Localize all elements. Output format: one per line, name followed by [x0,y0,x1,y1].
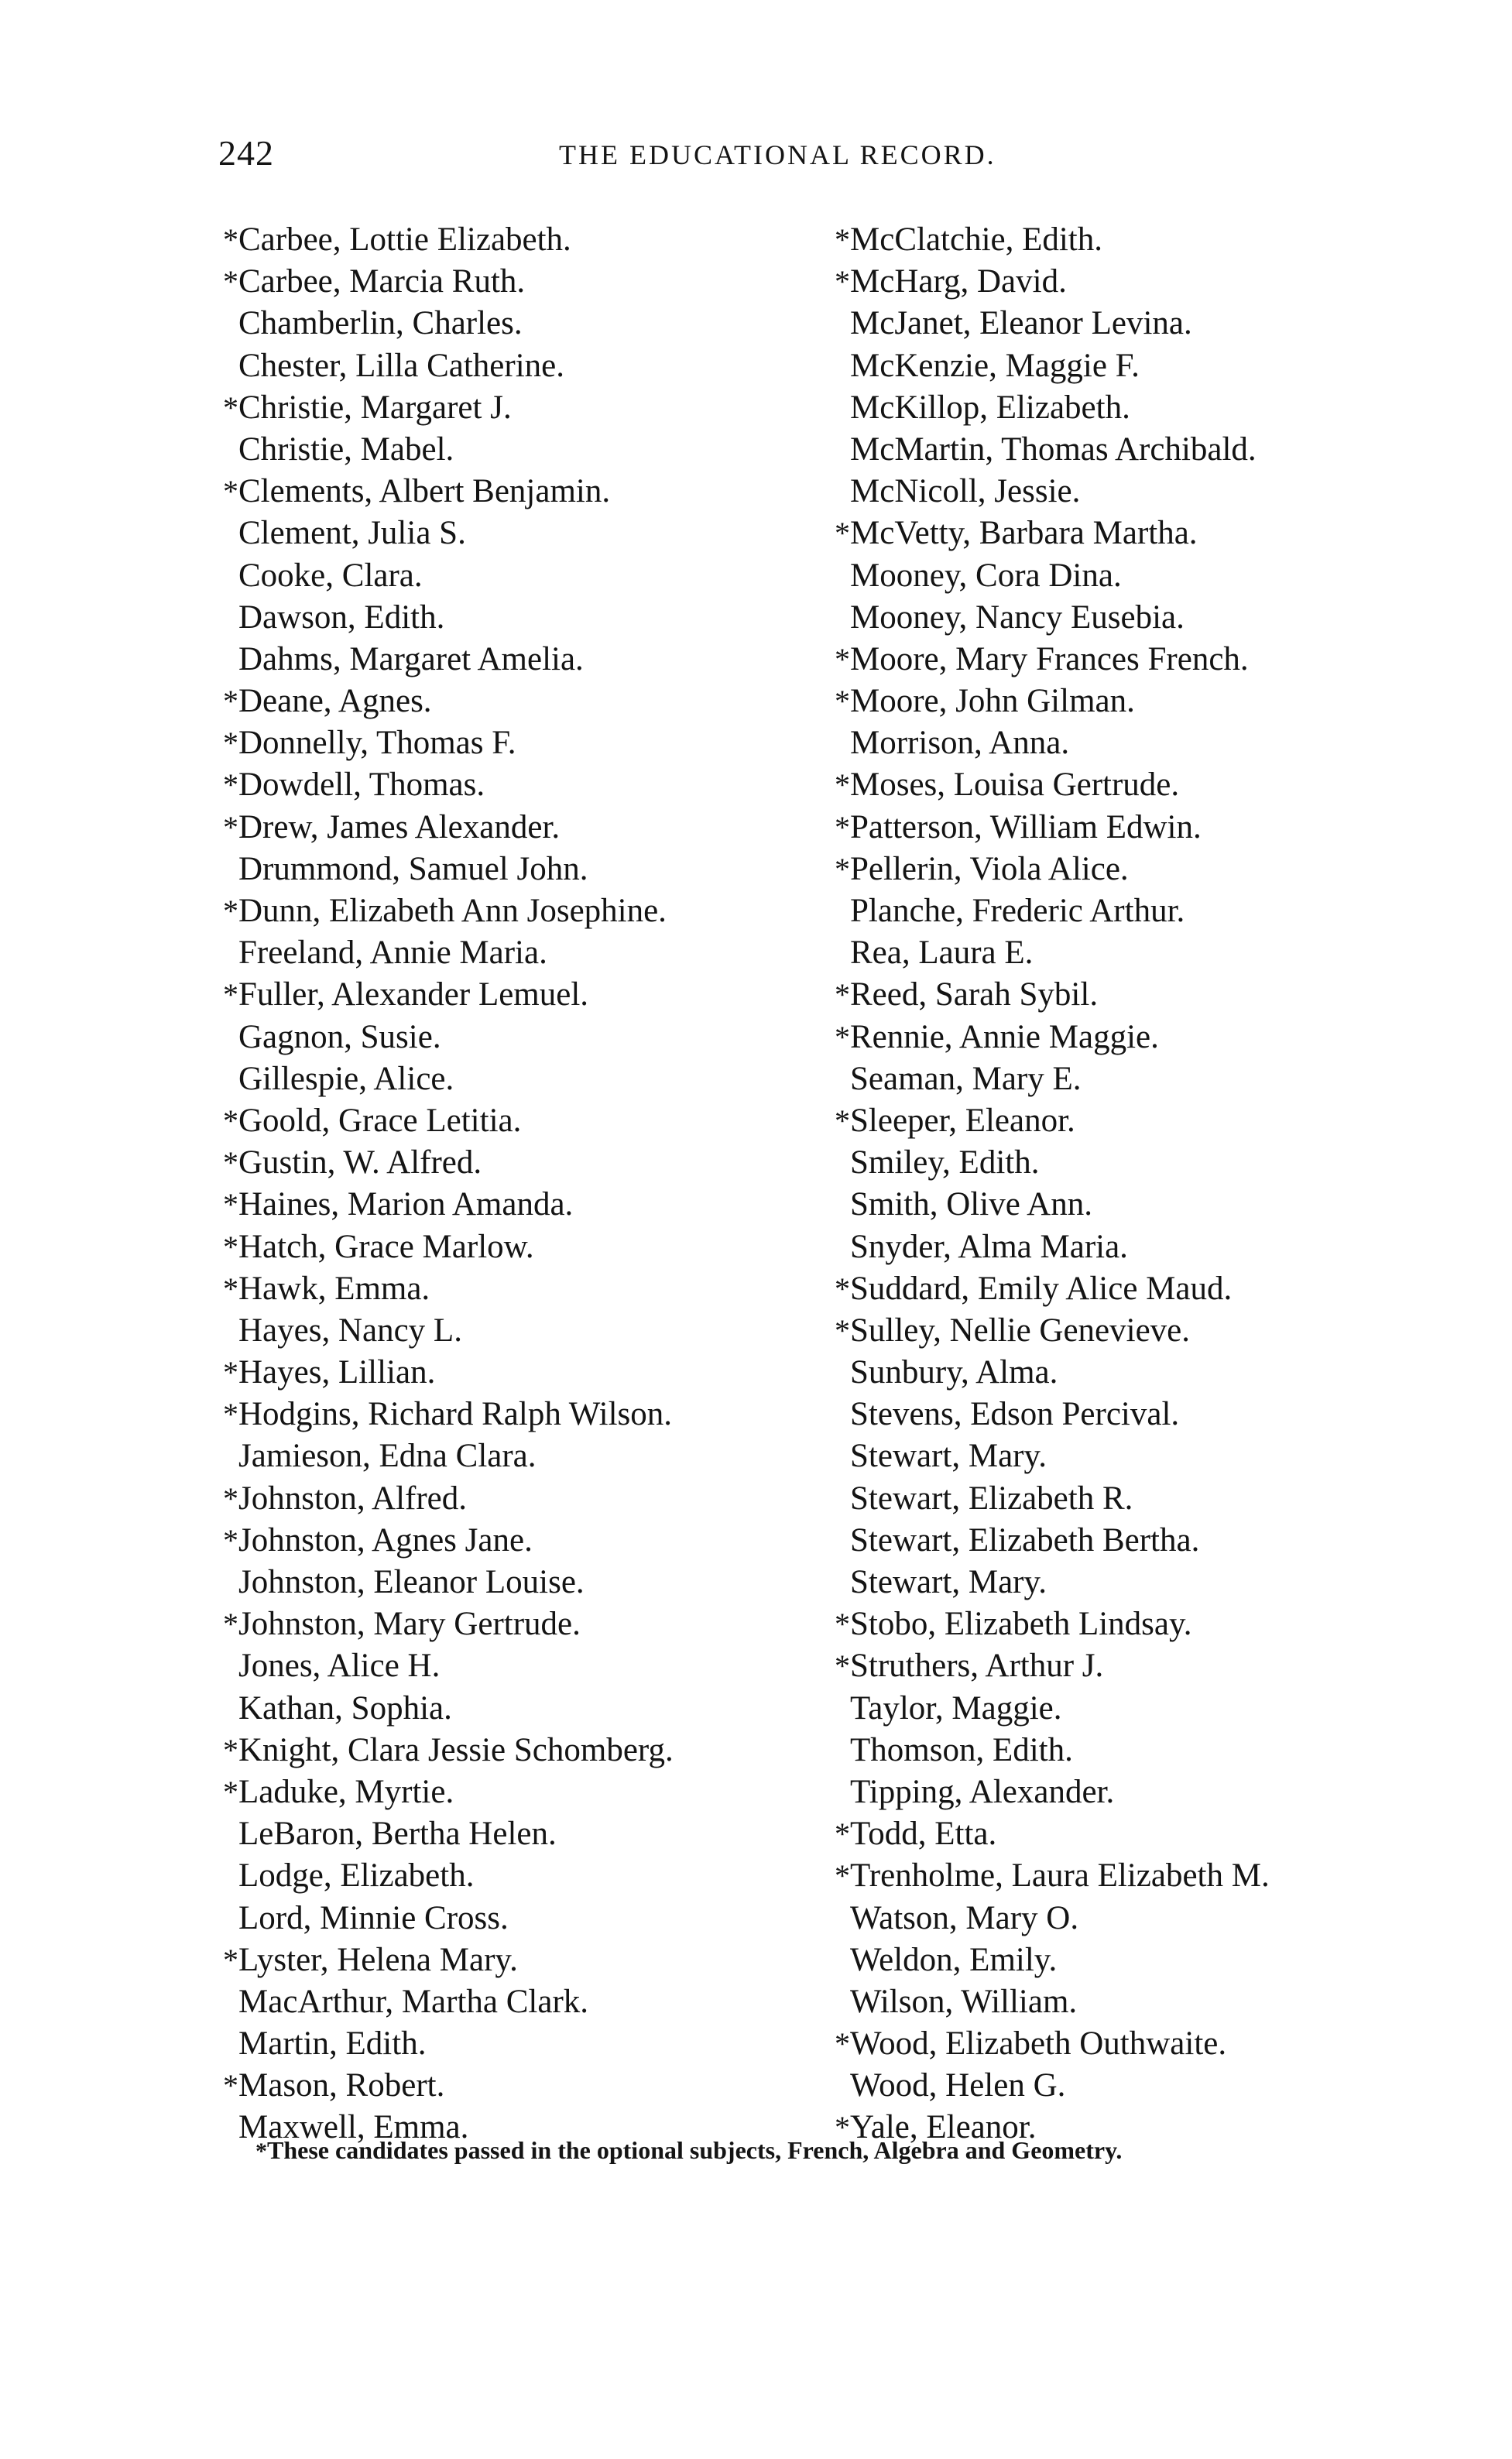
candidate-name: Smiley, Edith. [850,1144,1040,1181]
candidate-name: Stewart, Elizabeth Bertha. [850,1521,1200,1559]
candidate-name: Rea, Laura E. [850,935,1034,972]
list-item [215,261,835,303]
list-item [215,1310,835,1352]
asterisk-mark: * [835,1103,850,1138]
candidate-name: Morrison, Anna. [850,725,1070,762]
asterisk-mark: * [835,1271,850,1306]
list-item [215,890,835,932]
list-item [215,1645,835,1687]
candidate-name: Chamberlin, Charles. [238,305,523,342]
candidate-name: Drummond, Samuel John. [238,850,588,887]
candidate-name: Gillespie, Alice. [238,1060,454,1097]
asterisk-mark: * [223,474,238,509]
candidate-name: LeBaron, Bertha Helen. [238,1816,557,1853]
list-item [215,303,835,345]
candidate-name: Moore, Mary Frances French. [850,640,1249,677]
list-item [215,1058,835,1100]
asterisk-mark: * [223,222,238,257]
candidate-name: Maxwell, Emma. [238,2109,469,2146]
candidate-name: Planche, Frederic Arthur. [850,893,1185,929]
list-item [827,1435,1462,1477]
asterisk-mark: * [223,1229,238,1264]
list-item [827,1142,1462,1184]
list-item [215,2023,835,2065]
list-item [215,1562,835,1603]
left-name-column [215,219,835,2149]
list-item [215,597,835,639]
candidate-name: Fuller, Alexander Lemuel. [238,976,589,1013]
list-item [215,1184,835,1226]
candidate-name: Jamieson, Edna Clara. [238,1438,537,1475]
asterisk-mark: * [835,977,850,1013]
list-item [215,1100,835,1142]
list-item [215,513,835,554]
asterisk-mark: * [835,767,850,803]
list-item [827,1645,1462,1687]
list-item [827,1352,1462,1394]
footnote-text: These candidates passed in the optional subjects, French, Algebra and Geometry. [267,2136,1123,2164]
candidate-name: Cooke, Clara. [238,557,423,594]
list-item [827,1939,1462,1981]
candidate-name: McClatchie, Edith. [850,221,1103,258]
list-item [827,387,1462,429]
asterisk-mark: * [835,1858,850,1894]
asterisk-mark: * [223,977,238,1013]
candidate-name: Snyder, Alma Maria. [850,1228,1128,1265]
list-item [215,1226,835,1268]
candidate-name: Hodgins, Richard Ralph Wilson. [238,1396,673,1433]
list-item [215,1730,835,1771]
candidate-name: Todd, Etta. [850,1816,997,1853]
list-item [827,807,1462,849]
candidate-name: Johnston, Mary Gertrude. [238,1606,581,1643]
candidate-name: Lord, Minnie Cross. [238,1899,509,1936]
candidate-name: Hayes, Nancy L. [238,1312,462,1349]
candidate-name: Mooney, Nancy Eusebia. [850,598,1185,636]
list-item [827,219,1462,261]
list-item [827,1478,1462,1520]
candidate-name: Weldon, Emily. [850,1941,1058,1978]
asterisk-mark: * [223,1774,238,1809]
candidate-name: Johnston, Agnes Jane. [238,1521,533,1559]
list-item [827,1981,1462,2023]
candidate-name: Wood, Elizabeth Outhwaite. [850,2025,1227,2063]
list-item [215,345,835,387]
list-item [827,932,1462,974]
candidate-name: Smith, Olive Ann. [850,1186,1092,1223]
list-item [827,2023,1462,2065]
list-item [215,1898,835,1939]
list-item [827,1017,1462,1058]
candidate-name: Clements, Albert Benjamin. [238,473,611,510]
list-item [215,429,835,471]
list-item [827,1813,1462,1855]
list-item [827,303,1462,345]
asterisk-mark: * [835,1648,850,1684]
candidate-name: Carbee, Marcia Ruth. [238,263,526,300]
candidate-name: Martin, Edith. [238,2025,427,2063]
asterisk-mark: * [223,264,238,300]
asterisk-mark: * [223,1145,238,1181]
list-item [215,471,835,513]
page-number: 242 [218,133,274,173]
candidate-name: Jones, Alice H. [238,1648,441,1685]
candidate-name: Seaman, Mary E. [850,1060,1082,1097]
candidate-name: Patterson, William Edwin. [850,808,1202,845]
asterisk-mark: * [223,1480,238,1516]
list-item [827,1688,1462,1730]
candidate-name: Sunbury, Alma. [850,1354,1058,1391]
footnote-mark: * [255,2138,267,2164]
list-item [827,639,1462,681]
candidate-name: Watson, Mary O. [850,1899,1079,1936]
candidate-name: Donnelly, Thomas F. [238,725,516,762]
list-item [215,1478,835,1520]
list-item [215,555,835,597]
asterisk-mark: * [223,1355,238,1391]
candidate-name: Freeland, Annie Maria. [238,935,547,972]
candidate-name: Mason, Robert. [238,2067,445,2104]
list-item [215,932,835,974]
list-item [827,1730,1462,1771]
candidate-name: Stevens, Edson Percival. [850,1396,1180,1433]
candidate-name: Lyster, Helena Mary. [238,1941,518,1978]
asterisk-mark: * [835,2110,850,2145]
candidate-name: Taylor, Maggie. [850,1689,1062,1727]
candidate-name: Goold, Grace Letitia. [238,1102,522,1139]
list-item [215,807,835,849]
asterisk-mark: * [223,767,238,803]
asterisk-mark: * [223,1271,238,1306]
list-item [215,1855,835,1897]
list-item [827,1520,1462,1562]
list-item [215,974,835,1016]
candidate-name: Haines, Marion Amanda. [238,1186,574,1223]
list-item [827,849,1462,890]
candidate-name: Wood, Helen G. [850,2067,1066,2104]
list-item [827,890,1462,932]
asterisk-mark: * [223,893,238,928]
page-header [218,130,1318,177]
list-item [215,681,835,722]
list-item [215,387,835,429]
list-item [827,1562,1462,1603]
list-item [215,722,835,764]
list-item [827,513,1462,554]
list-item [215,1435,835,1477]
asterisk-mark: * [835,1816,850,1852]
list-item [827,597,1462,639]
list-item [827,1394,1462,1435]
list-item [215,2065,835,2107]
candidate-name: Hatch, Grace Marlow. [238,1228,534,1265]
list-item [215,1268,835,1310]
asterisk-mark: * [223,1732,238,1768]
asterisk-mark: * [223,1187,238,1223]
asterisk-mark: * [835,1312,850,1348]
candidate-name: Moore, John Gilman. [850,683,1135,720]
asterisk-mark: * [223,1397,238,1432]
list-item [827,2065,1462,2107]
asterisk-mark: * [223,725,238,761]
candidate-name: McNicoll, Jessie. [850,473,1081,510]
candidate-name: Clement, Julia S. [238,515,466,552]
list-item [827,429,1462,471]
asterisk-mark: * [835,264,850,300]
list-item [827,261,1462,303]
asterisk-mark: * [835,684,850,719]
candidate-name: Hayes, Lillian. [238,1354,436,1391]
candidate-name: Chester, Lilla Catherine. [238,347,564,384]
candidate-name: Johnston, Eleanor Louise. [238,1564,585,1600]
list-item [827,345,1462,387]
candidate-name: Laduke, Myrtie. [238,1773,454,1810]
asterisk-mark: * [835,1019,850,1055]
asterisk-mark: * [835,809,850,845]
asterisk-mark: * [223,684,238,719]
candidate-name: Moses, Louisa Gertrude. [850,767,1180,804]
candidate-name: Kathan, Sophia. [238,1689,452,1727]
asterisk-mark: * [835,641,850,677]
candidate-name: McKillop, Elizabeth. [850,389,1130,426]
candidate-name: Sleeper, Eleanor. [850,1102,1075,1139]
candidate-name: Stobo, Elizabeth Lindsay. [850,1606,1192,1643]
candidate-name: Stewart, Mary. [850,1564,1047,1600]
list-item [215,1603,835,1645]
candidate-name: McMartin, Thomas Archibald. [850,430,1257,468]
candidate-name: Stewart, Mary. [850,1438,1047,1475]
candidate-name: Dowdell, Thomas. [238,767,485,804]
candidate-name: Christie, Mabel. [238,430,454,468]
candidate-name: Reed, Sarah Sybil. [850,976,1099,1013]
candidate-name: Carbee, Lottie Elizabeth. [238,221,571,258]
candidate-name: Knight, Clara Jessie Schomberg. [238,1731,674,1768]
list-item [827,1184,1462,1226]
list-item [215,1017,835,1058]
candidate-name: Struthers, Arthur J. [850,1648,1104,1685]
candidate-name: Lodge, Elizabeth. [238,1857,475,1895]
candidate-name: McKenzie, Maggie F. [850,347,1140,384]
list-item [827,764,1462,806]
list-item [827,471,1462,513]
list-item [827,681,1462,722]
footnote [255,2133,1417,2169]
list-item [215,1352,835,1394]
list-item [215,219,835,261]
list-item [215,1394,835,1435]
candidate-name: McVetty, Barbara Martha. [850,515,1198,552]
asterisk-mark: * [835,222,850,257]
list-item [215,1688,835,1730]
list-item [215,1813,835,1855]
list-item [827,1226,1462,1268]
candidate-name: Mooney, Cora Dina. [850,557,1122,594]
list-item [827,1855,1462,1897]
asterisk-mark: * [835,516,850,551]
candidate-name: Yale, Eleanor. [850,2109,1037,2146]
candidate-name: Trenholme, Laura Elizabeth M. [850,1857,1270,1895]
asterisk-mark: * [223,1607,238,1642]
list-item [215,1142,835,1184]
candidate-name: Deane, Agnes. [238,683,432,720]
list-item [827,1100,1462,1142]
asterisk-mark: * [223,1942,238,1977]
candidate-name: Rennie, Annie Maggie. [850,1018,1159,1055]
running-title: THE EDUCATIONAL RECORD. [559,139,996,170]
candidate-name: Dawson, Edith. [238,598,445,636]
list-item [827,1268,1462,1310]
asterisk-mark: * [223,389,238,425]
list-item [827,1603,1462,1645]
list-item [215,1520,835,1562]
list-item [215,639,835,681]
list-item [215,1939,835,1981]
candidate-name: Hawk, Emma. [238,1270,430,1307]
candidate-name: Thomson, Edith. [850,1731,1073,1768]
candidate-name: Gustin, W. Alfred. [238,1144,482,1181]
asterisk-mark: * [223,2068,238,2104]
list-item [827,722,1462,764]
candidate-name: Johnston, Alfred. [238,1480,468,1517]
candidate-name: Tipping, Alexander. [850,1773,1115,1810]
list-item [215,764,835,806]
candidate-name: Sulley, Nellie Genevieve. [850,1312,1191,1349]
candidate-name: McHarg, David. [850,263,1067,300]
asterisk-mark: * [223,1103,238,1138]
list-item [827,555,1462,597]
list-item [215,1771,835,1813]
candidate-name: Pellerin, Viola Alice. [850,850,1129,887]
list-item [827,1771,1462,1813]
candidate-name: MacArthur, Martha Clark. [238,1983,589,2020]
list-item [827,974,1462,1016]
list-item [215,849,835,890]
right-name-column [827,219,1462,2149]
candidate-name: Christie, Margaret J. [238,389,512,426]
candidate-name: Dunn, Elizabeth Ann Josephine. [238,893,667,929]
list-item [827,1058,1462,1100]
candidate-name: Gagnon, Susie. [238,1018,441,1055]
list-item [215,1981,835,2023]
list-item [827,1310,1462,1352]
candidate-name: McJanet, Eleanor Levina. [850,305,1192,342]
candidate-name: Suddard, Emily Alice Maud. [850,1270,1233,1307]
asterisk-mark: * [223,1522,238,1558]
candidate-name: Drew, James Alexander. [238,808,561,845]
candidate-name: Stewart, Elizabeth R. [850,1480,1133,1517]
asterisk-mark: * [835,851,850,887]
asterisk-mark: * [835,1607,850,1642]
asterisk-mark: * [223,809,238,845]
candidate-name: Dahms, Margaret Amelia. [238,640,584,677]
asterisk-mark: * [835,2026,850,2062]
candidate-name: Wilson, William. [850,1983,1078,2020]
list-item [827,1898,1462,1939]
